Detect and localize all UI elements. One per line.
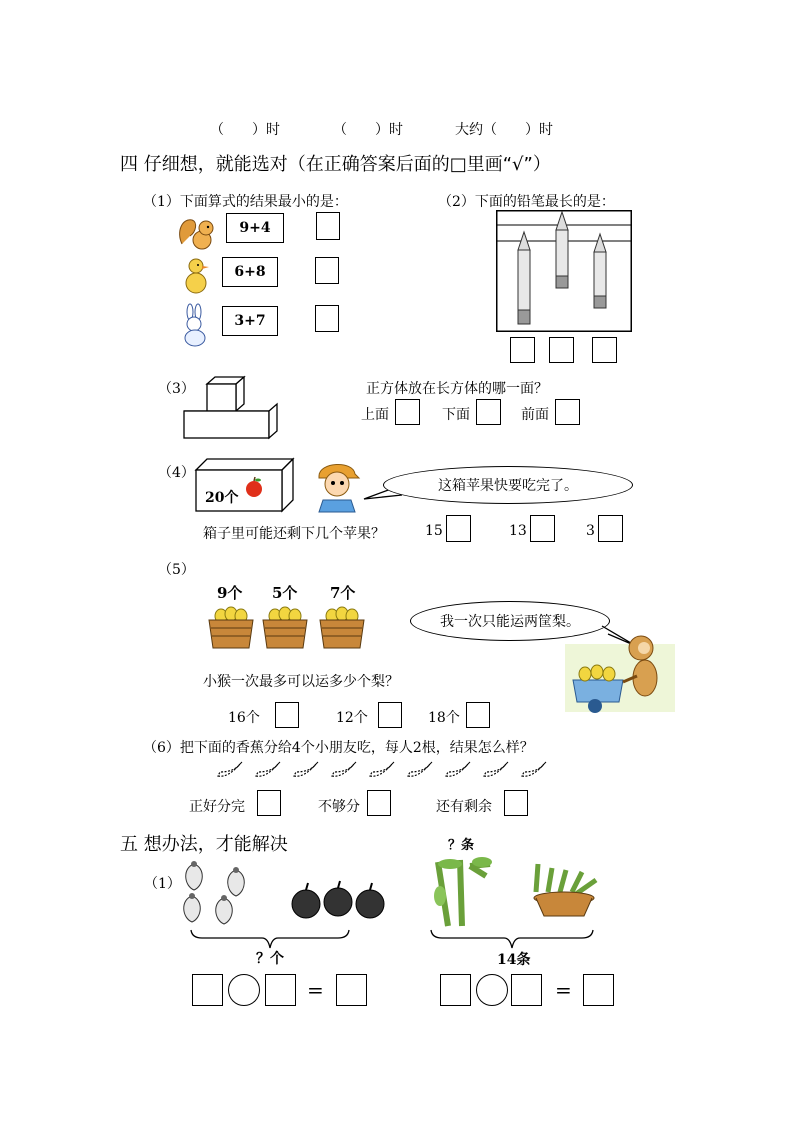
cuboid-cube-figure — [183, 376, 285, 440]
eq-right-box-2[interactable] — [511, 974, 542, 1006]
answer-box-q1-3[interactable] — [315, 305, 339, 332]
q4-option-15: 15 — [425, 523, 443, 539]
q3-option-top: 上面 — [361, 407, 389, 423]
eq-left-box-1[interactable] — [192, 974, 223, 1006]
pencils-figure — [496, 210, 632, 332]
answer-box-q6-1[interactable] — [257, 790, 281, 816]
q1-prompt: （1）下面算式的结果最小的是： — [143, 194, 348, 210]
q5-option-12: 12个 — [336, 710, 368, 726]
banana-row — [216, 760, 556, 782]
answer-box-q5-1[interactable] — [275, 702, 299, 728]
banana-icon — [216, 760, 244, 780]
expr-bubble-3: 3+7 — [222, 306, 278, 336]
q6-option-not-enough: 不够分 — [318, 799, 360, 815]
apple-count-label: 20个 — [205, 490, 239, 506]
q5-prompt: 小猴一次最多可以运多少个梨？ — [203, 674, 399, 690]
section-4-title: 四 仔细想，就能选对（在正确答案后面的□里画“√”） — [120, 154, 551, 175]
blank-hour-2: （ ）时 — [333, 122, 403, 138]
eq-right-operator-circle[interactable] — [476, 974, 508, 1006]
banana-icon — [368, 760, 396, 780]
q3-label: （3） — [158, 381, 195, 397]
apple-icon — [243, 476, 265, 498]
q6-option-exact: 正好分完 — [189, 799, 245, 815]
speech-bubble-q4 — [383, 466, 633, 504]
q2-prompt: （2）下面的铅笔最长的是： — [438, 194, 615, 210]
q4-label: （4） — [158, 465, 195, 481]
black-apples-icon — [290, 880, 388, 920]
q4-prompt: 箱子里可能还剩下几个苹果？ — [203, 526, 385, 542]
monkey-cart-icon — [565, 628, 679, 716]
banana-icon — [520, 760, 548, 780]
expr-bubble-2: 6+8 — [222, 257, 278, 287]
answer-box-q2-3[interactable] — [592, 337, 617, 363]
answer-box-q4-1[interactable] — [446, 515, 471, 542]
q3-prompt: 正方体放在长方体的哪一面？ — [366, 381, 548, 397]
basket-count-3: 7个 — [330, 584, 356, 602]
pear-basket-icon-3 — [318, 602, 366, 650]
answer-box-q2-2[interactable] — [549, 337, 574, 363]
rabbit-icon — [178, 304, 214, 348]
q4-option-13: 13 — [509, 523, 527, 539]
plant-icon — [430, 856, 506, 928]
pencil-3 — [594, 234, 606, 308]
basket-vegetables-icon — [526, 862, 600, 920]
speech-text-q5: 我一次只能运两筐梨。 — [440, 614, 580, 630]
answer-box-q6-2[interactable] — [367, 790, 391, 816]
section-5-title: 五 想办法，才能解决 — [120, 834, 288, 855]
basket-count-2: 5个 — [272, 584, 298, 602]
right-total-label: 14条 — [497, 952, 531, 968]
answer-box-q3-3[interactable] — [555, 399, 580, 425]
q5-label: （5） — [158, 562, 195, 578]
q6-prompt: （6）把下面的香蕉分给4个小朋友吃，每人2根，结果怎么样？ — [143, 740, 534, 756]
q4-option-3: 3 — [586, 523, 595, 539]
basket-count-1: 9个 — [217, 584, 243, 602]
eq-right-result-box[interactable] — [583, 974, 614, 1006]
right-unknown-label: ？条 — [448, 838, 475, 853]
duck-icon — [182, 256, 212, 296]
answer-box-q1-2[interactable] — [315, 257, 339, 284]
answer-box-q6-3[interactable] — [504, 790, 528, 816]
q6-option-leftover: 还有剩余 — [436, 799, 492, 815]
pencil-1 — [518, 232, 530, 324]
strawberries-icon — [178, 860, 254, 928]
eq-left-equals: = — [307, 978, 324, 1002]
q5-option-18: 18个 — [428, 710, 460, 726]
q3-option-front: 前面 — [521, 407, 549, 423]
s5-q1-label: （1） — [144, 876, 181, 892]
banana-icon — [254, 760, 282, 780]
answer-box-q3-1[interactable] — [395, 399, 420, 425]
pencil-2 — [556, 212, 568, 288]
answer-box-q2-1[interactable] — [510, 337, 535, 363]
banana-icon — [482, 760, 510, 780]
eq-right-box-1[interactable] — [440, 974, 471, 1006]
answer-box-q4-2[interactable] — [530, 515, 555, 542]
eq-left-operator-circle[interactable] — [228, 974, 260, 1006]
banana-icon — [292, 760, 320, 780]
q3-option-bottom: 下面 — [442, 407, 470, 423]
banana-icon — [330, 760, 358, 780]
answer-box-q4-3[interactable] — [598, 515, 623, 542]
banana-icon — [444, 760, 472, 780]
eq-left-box-2[interactable] — [265, 974, 296, 1006]
answer-box-q5-3[interactable] — [466, 702, 490, 728]
pear-basket-icon-1 — [207, 602, 255, 650]
speech-text-q4: 这箱苹果快要吃完了。 — [438, 478, 578, 494]
answer-box-q3-2[interactable] — [476, 399, 501, 425]
q5-option-16: 16个 — [228, 710, 260, 726]
pear-basket-icon-2 — [261, 602, 309, 650]
answer-box-q5-2[interactable] — [378, 702, 402, 728]
squirrel-icon — [178, 214, 218, 252]
blank-hour-3: 大约（ ）时 — [455, 122, 553, 138]
left-total-label: ？个 — [256, 951, 284, 967]
answer-box-q1-1[interactable] — [316, 212, 340, 240]
blank-hour-1: （ ）时 — [210, 122, 280, 138]
expr-bubble-1: 9+4 — [226, 213, 284, 243]
brace-left — [190, 928, 350, 950]
eq-right-equals: = — [555, 978, 572, 1002]
eq-left-result-box[interactable] — [336, 974, 367, 1006]
boy-icon — [313, 458, 363, 512]
banana-icon — [406, 760, 434, 780]
brace-right — [430, 928, 594, 950]
